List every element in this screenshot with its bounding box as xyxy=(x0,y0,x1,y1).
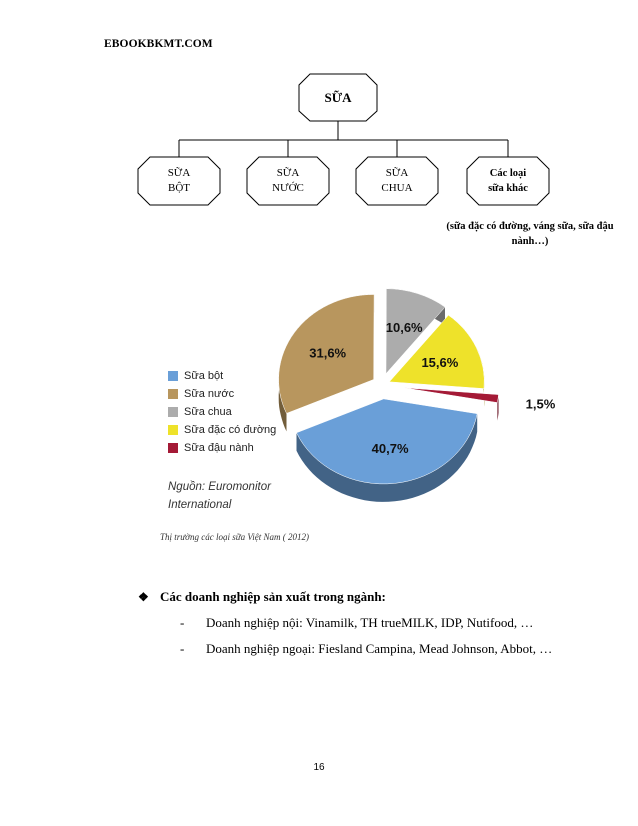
legend-item-condensed-milk xyxy=(168,424,276,436)
pie-value-label-5: 1,5% xyxy=(525,396,556,412)
chart-caption: Thị trường các loại sữa Việt Nam ( 2012) xyxy=(160,532,309,542)
diamond-bullet-icon: ❖ xyxy=(138,589,149,604)
chart-source xyxy=(168,478,271,514)
legend-label: Sữa chua xyxy=(184,406,232,418)
source-line-1: Nguồn: Euromonitor xyxy=(168,481,271,493)
legend-swatch xyxy=(168,389,178,399)
legend-swatch xyxy=(168,371,178,381)
child-node-label-3: SỮA CHUA xyxy=(381,167,413,194)
pie-slice-5 xyxy=(404,388,499,403)
legend-swatch xyxy=(168,443,178,453)
root-node-label: SỮA xyxy=(324,90,352,105)
pie-value-label-4: 15,6% xyxy=(421,355,459,371)
list-item xyxy=(180,641,552,657)
section-bullet xyxy=(138,589,386,605)
legend-label: Sữa đậu nành xyxy=(184,442,254,454)
legend-item-yogurt xyxy=(168,406,232,418)
list-item-text: Doanh nghiệp ngoại: Fiesland Campina, Mead Johnson, Abbot, … xyxy=(206,641,553,656)
legend-label: Sữa bột xyxy=(184,370,224,382)
pie-value-label-2: 31,6% xyxy=(309,345,347,361)
legend-label: Sữa đặc có đường xyxy=(184,424,277,436)
source-line-2: International xyxy=(168,499,232,511)
pie-value-label-1: 40,7% xyxy=(371,440,409,456)
child-node-label-2: SỮA NƯỚC xyxy=(272,167,304,194)
section-heading: Các doanh nghiệp sản xuất trong ngành: xyxy=(160,589,386,604)
legend-swatch xyxy=(168,407,178,417)
dash-marker: - xyxy=(180,641,185,656)
child-node-label-4: Các loại sữa khác xyxy=(488,168,528,194)
list-item xyxy=(180,615,533,631)
other-milk-note: (sữa đặc có đường, váng sữa, sữa đậu nành…) xyxy=(446,221,614,247)
list-item-text: Doanh nghiệp nội: Vinamilk, TH trueMILK, IDP, Nutifood, … xyxy=(206,615,534,630)
child-node-label-1: SỮA BỘT xyxy=(167,167,191,194)
pie-value-label-3: 10,6% xyxy=(385,320,423,336)
legend-item-liquid-milk xyxy=(168,388,234,400)
site-header: EBOOKBKMT.COM xyxy=(104,38,213,50)
page-number: 16 xyxy=(313,762,325,773)
legend-swatch xyxy=(168,425,178,435)
dash-marker: - xyxy=(180,615,185,630)
legend-label: Sữa nước xyxy=(184,388,235,400)
legend-item-milk-powder xyxy=(168,370,223,382)
legend-item-soy-milk xyxy=(168,442,254,454)
